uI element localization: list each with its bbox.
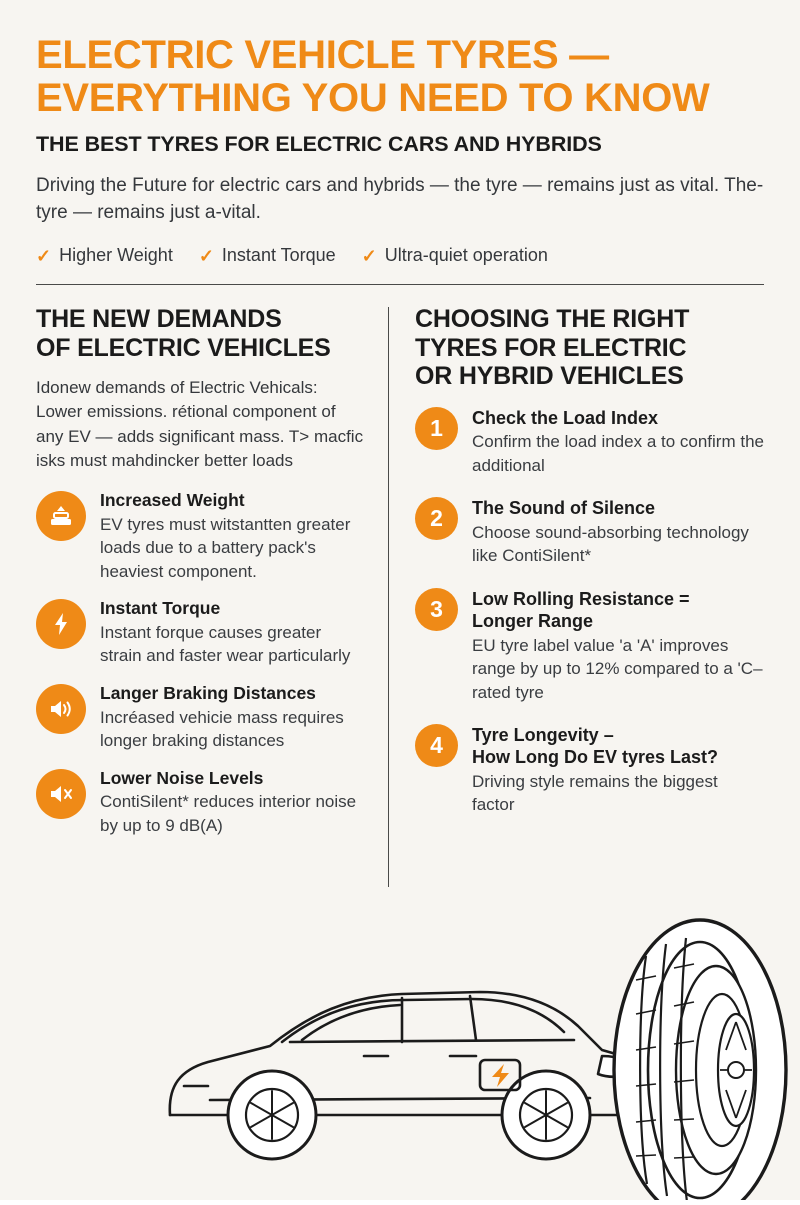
- feature-title: Increased Weight: [100, 489, 245, 510]
- step-text: Choose sound-absorbing technology like ContiSilent*: [472, 522, 749, 566]
- left-column: [36, 305, 388, 887]
- page-title-line-1: ELECTRIC VEHICLE TYRES —: [36, 33, 609, 77]
- feature-text: ContiSilent* reduces interior noise by up to 9 dB(A): [100, 792, 357, 835]
- benefit-label: Instant Torque: [221, 245, 336, 266]
- feature-title: Langer Braking Distances: [100, 682, 316, 703]
- step-text: EU tyre label value 'a 'A' improves range by up to 12% compared to a 'C–rated tyre: [472, 635, 763, 702]
- step-title: Check the Load Index: [472, 407, 659, 428]
- column-divider: [388, 307, 389, 887]
- feature-item: [36, 682, 366, 753]
- benefit-item: [362, 245, 548, 266]
- left-column-title-line-2: OF ELECTRIC VEHICLES: [36, 333, 331, 362]
- left-column-title: [36, 305, 366, 362]
- feature-text: Incréased vehicie mass requires longer braking distances: [100, 707, 344, 751]
- step-title: [472, 588, 764, 633]
- header-divider: [36, 284, 764, 285]
- intro-paragraph: Driving the Future for electric cars and hybrids — the tyre — remains just as vital. The-tyre — remains just a-vital.: [36, 175, 764, 224]
- check-icon: ✓: [361, 245, 377, 266]
- step-item: [415, 405, 764, 477]
- left-column-title-line-1: THE NEW DEMANDS: [36, 305, 282, 334]
- step-number: 3: [415, 588, 458, 631]
- step-number: 4: [415, 724, 458, 767]
- speaker-mute-icon: [36, 769, 86, 819]
- right-column-title-line-3: OR HYBRID VEHICLES: [415, 362, 684, 391]
- lightning-bolt-icon: [36, 599, 86, 649]
- check-icon: ✓: [198, 245, 214, 266]
- page-title-line-2: EVERYTHING YOU NEED TO KNOW: [36, 76, 710, 121]
- benefit-item: [199, 245, 336, 266]
- feature-item: [36, 489, 366, 583]
- step-item: [415, 495, 764, 567]
- right-column-title-line-2: TYRES FOR ELECTRIC: [415, 333, 687, 362]
- right-column: [389, 305, 764, 887]
- right-column-title-line-1: CHOOSING THE RIGHT: [415, 305, 690, 334]
- step-number: 2: [415, 497, 458, 540]
- page-subtitle: THE BEST TYRES FOR ELECTRIC CARS AND HYBRIDS: [36, 132, 602, 157]
- feature-title: Instant Torque: [100, 598, 221, 619]
- content-columns: [36, 305, 764, 887]
- weight-icon: [36, 491, 86, 541]
- step-text: Driving style remains the biggest factor: [472, 771, 718, 815]
- benefit-label: Ultra-quiet operation: [384, 245, 548, 266]
- feature-item: [36, 597, 366, 668]
- step-title-line-1: Low Rolling Resistance =: [472, 588, 690, 609]
- check-icon: ✓: [36, 245, 52, 266]
- feature-item: [36, 767, 366, 838]
- benefits-list: [36, 245, 764, 266]
- benefit-label: Higher Weight: [59, 245, 173, 266]
- ev-car-and-tyre-illustration: [150, 910, 800, 1200]
- feature-title: Lower Noise Levels: [100, 767, 264, 788]
- step-title: The Sound of Silence: [472, 498, 656, 519]
- page-title: [36, 34, 764, 120]
- feature-text: EV tyres must witstantten greater loads due to a battery pack's heaviest component.: [100, 514, 351, 581]
- left-column-paragraph: Idonew demands of Electric Vehicals: Lower emissions. rétional component of any EV — adds significant mass. T> macfic isks must mahdincker better loads: [36, 378, 364, 470]
- step-item: [415, 586, 764, 704]
- lightning-bolt-badge: [480, 1060, 520, 1090]
- step-number: 1: [415, 407, 458, 450]
- step-title: [472, 724, 764, 769]
- feature-text: Instant forque causes greater strain and faster wear particularly: [100, 622, 351, 666]
- right-column-title: [415, 305, 764, 391]
- step-title-line-2: How Long Do EV tyres Last?: [472, 747, 719, 768]
- step-text: Confirm the load index a to confirm the additional: [472, 432, 764, 475]
- step-item: [415, 722, 764, 817]
- step-title-line-1: Tyre Longevity –: [472, 724, 614, 745]
- benefit-item: [36, 245, 173, 266]
- step-title-line-2: Longer Range: [472, 611, 594, 632]
- speaker-icon: [36, 684, 86, 734]
